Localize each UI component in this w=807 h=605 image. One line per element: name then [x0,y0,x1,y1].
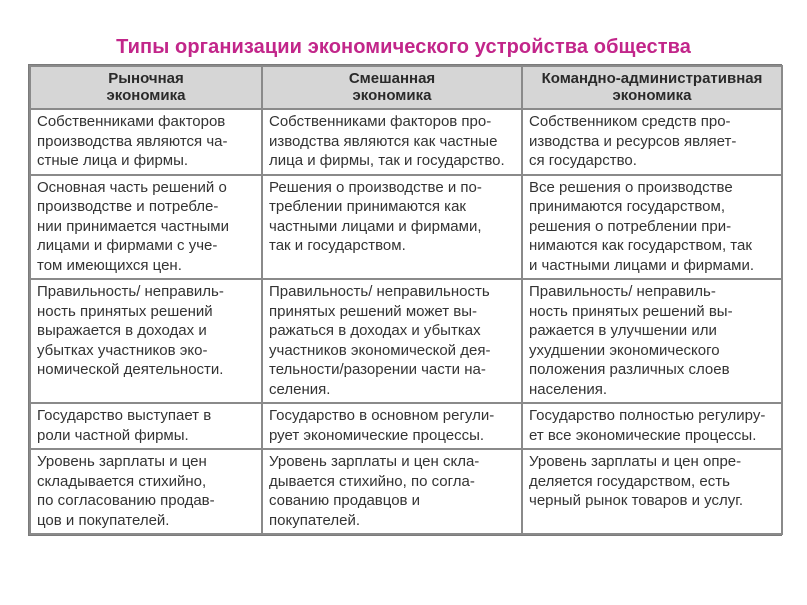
cell-line: покупателей. [269,511,361,529]
header-line: Рыночная [108,70,184,87]
cell-line: ухудшении экономического [529,341,720,359]
cell-command [522,449,782,534]
cell-line: населения. [529,380,608,398]
cell-line: Основная часть решений о [37,178,227,196]
table-row-correctness [30,279,782,403]
cell-line: Собственником средств про- [529,113,731,130]
cell-line: производства являются ча- [37,132,228,150]
cell-line: Собственниками факторов про- [269,113,492,130]
economy-types-table-frame [28,64,782,536]
cell-line: частными лицами и фирмами, [269,217,482,235]
cell-line: Государство выступает в [37,407,212,424]
cell-line: том имеющихся цен. [37,256,182,274]
cell-line: дывается стихийно, по согла- [269,472,475,490]
header-row [30,66,782,109]
header-line: экономика [352,87,432,104]
cell-line: Правильность/ неправильность [269,283,490,300]
cell-line: положения различных слоев [529,361,730,378]
header-market-economy [30,66,262,109]
cell-mixed [262,279,522,403]
cell-line: и частными лицами и фирмами. [529,256,755,274]
cell-mixed [262,403,522,449]
cell-line: принятых решений может вы- [269,302,477,320]
cell-line: лица и фирмы, так и государство. [269,152,505,169]
cell-line: ет все экономические процессы. [529,426,757,444]
cell-line: участников экономической дея- [269,341,491,359]
cell-command [522,175,782,280]
cell-line: селения. [269,380,331,398]
cell-line: решения о потреблении при- [529,217,732,235]
cell-line: рует экономические процессы. [269,426,485,444]
cell-command [522,279,782,403]
cell-market [30,449,262,534]
header-line: Командно-административная [541,70,763,87]
cell-line: ность принятых решений вы- [529,302,733,320]
header-command-economy [522,66,782,109]
cell-line: Уровень зарплаты и цен опре- [529,453,742,470]
cell-line: изводства являются как частные [269,132,498,150]
header-mixed-economy [262,66,522,109]
cell-line: ражается в улучшении или [529,322,717,339]
table-row-ownership [30,109,782,175]
cell-line: Правильность/ неправиль- [529,283,716,300]
cell-line: складывается стихийно, [37,472,207,490]
cell-line: Решения о производстве и по- [269,178,482,196]
cell-line: черный рынок товаров и услуг. [529,492,744,509]
cell-mixed [262,109,522,175]
table-row-decisions [30,175,782,280]
cell-line: Государство в основном регули- [269,407,495,424]
cell-command [522,109,782,175]
cell-line: нимаются как государством, так [529,237,752,254]
cell-market [30,279,262,403]
cell-line: тельности/разорении части на- [269,361,486,378]
cell-line: производстве и потребле- [37,198,219,215]
header-line: экономика [612,87,692,104]
cell-line: Правильность/ неправиль- [37,283,224,300]
cell-mixed [262,449,522,534]
cell-line: выражается в доходах и [37,322,207,339]
cell-line: ность принятых решений [37,302,213,320]
header-line: экономика [106,87,186,104]
cell-mixed [262,175,522,280]
cell-line: треблении принимаются как [269,198,466,215]
cell-market [30,403,262,449]
cell-line: ся государство. [529,152,637,169]
table-row-state-role [30,403,782,449]
cell-line: Государство полностью регулиру- [529,407,766,424]
cell-line: убытках участников эко- [37,341,208,359]
header-line: Смешанная [348,70,436,87]
cell-line: Собственниками факторов [37,113,226,130]
cell-line: принимаются государством, [529,198,725,215]
cell-line: лицами и фирмами с уче- [37,237,218,254]
cell-line: номической деятельности. [37,361,224,378]
table-row-wages-prices [30,449,782,534]
cell-line: стные лица и фирмы. [37,152,189,169]
cell-command [522,403,782,449]
cell-line: сованию продавцов и [269,492,421,509]
cell-line: Уровень зарплаты и цен скла- [269,453,480,470]
cell-line: роли частной фирмы. [37,426,189,444]
cell-line: по согласованию продав- [37,492,215,509]
economy-types-table [29,65,783,535]
cell-line: нии принимается частными [37,217,229,235]
cell-line: Уровень зарплаты и цен [37,453,207,470]
cell-line: деляется государством, есть [529,472,730,490]
page-title: Типы организации экономического устройства общества [116,36,691,58]
cell-line: ражаться в доходах и убытках [269,322,481,339]
cell-market [30,109,262,175]
cell-line: цов и покупателей. [37,511,170,529]
cell-market [30,175,262,280]
cell-line: изводства и ресурсов являет- [529,132,737,150]
cell-line: так и государством. [269,237,406,254]
cell-line: Все решения о производстве [529,178,733,196]
